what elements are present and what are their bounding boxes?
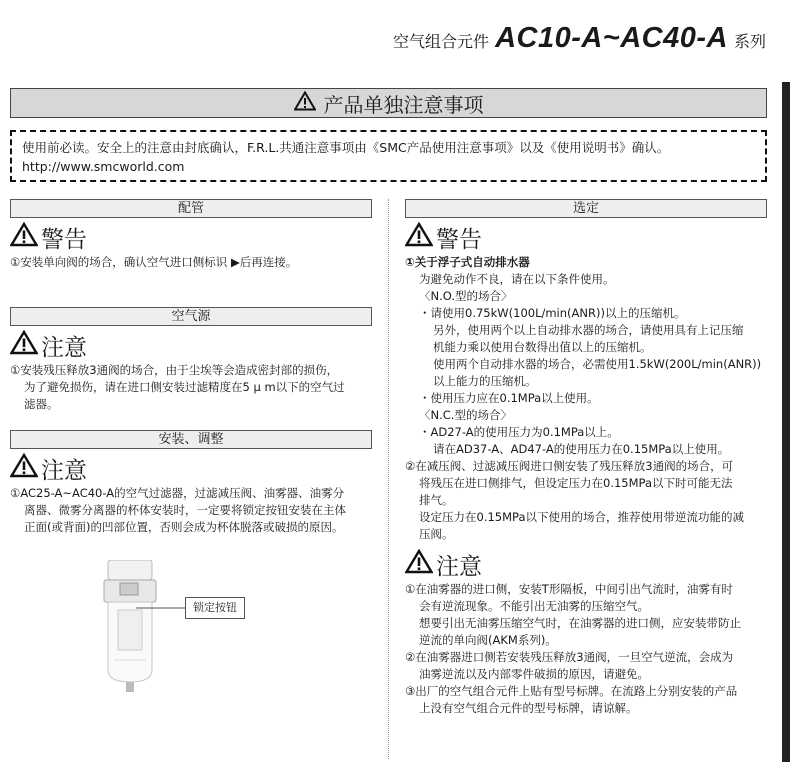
left-column — [10, 199, 372, 536]
text-line: 使用两个自动排水器的场合，必需使用1.5kW(200L/min(ANR)) — [433, 357, 762, 371]
page-title-bar — [10, 88, 767, 118]
section-header-piping: 配管 — [10, 199, 372, 218]
text-line: ・请使用0.75kW(100L/min(ANR))以上的压缩机。 — [419, 306, 686, 320]
level-label: 注意 — [436, 553, 482, 580]
right-column — [405, 199, 767, 717]
level-label: 警告 — [436, 226, 482, 253]
text-line: 将残压在进口侧排气，但设定压力在0.15MPa以下时可能无法 — [419, 476, 733, 490]
text-line: 上没有空气组合元件的型号标牌，请谅解。 — [419, 701, 638, 715]
text-line: 排气。 — [419, 493, 454, 507]
lock-button-callout: 锁定按钮 — [185, 597, 245, 619]
air-source-items: ① 安装残压释放3通阀的场合，由于尘埃等会造成密封部的损伤， 为了避免损伤，请在进口侧安装过滤精度在5 μ m以下的空气过 滤器。 — [10, 362, 372, 413]
notice-box — [10, 130, 767, 182]
warning-triangle-icon — [10, 453, 38, 484]
warning-triangle-icon — [294, 91, 316, 116]
text-line: 请在AD37-A、AD47-A的使用压力在0.15MPa以上使用。 — [433, 442, 730, 456]
text-line: 为避免动作不良，请在以下条件使用。 — [419, 272, 615, 286]
level-label: 注意 — [41, 334, 87, 361]
piping-items — [10, 254, 372, 271]
caution-items — [405, 581, 767, 717]
warning-heading — [405, 222, 767, 252]
text-line: ①关于浮子式自动排水器 — [405, 255, 530, 269]
text-line: 〈N.O.型的场合〉 — [419, 289, 513, 303]
text-line: ③出厂的空气组合元件上贴有型号标牌。在流路上分别安装的产品 — [405, 684, 738, 698]
warning-triangle-icon — [405, 549, 433, 580]
page-edge-tab — [782, 82, 790, 762]
header-suffix: 系列 — [733, 32, 766, 51]
selection-items — [405, 254, 767, 543]
text-line: ②在减压阀、过滤减压阀进口侧安装了残压释放3通阀的场合，可 — [405, 459, 734, 473]
page-header — [393, 22, 766, 55]
caution-heading — [10, 453, 372, 483]
column-divider — [388, 199, 389, 759]
text-line: 压阀。 — [419, 527, 454, 541]
text-line: ②在油雾器进口侧若安装残压释放3通阀，一旦空气逆流，会成为 — [405, 650, 734, 664]
list-item: ① AC25-A~AC40-A的空气过滤器，过滤减压阀、油雾器、油雾分 — [10, 486, 345, 500]
text-line: 会有逆流现象。不能引出无油雾的压缩空气。 — [419, 599, 649, 613]
list-item: ① 安装单向阀的场合，确认空气进口侧标识 ▶后再连接。 — [10, 255, 298, 269]
list-item: ① 安装残压释放3通阀的场合，由于尘埃等会造成密封部的损伤， — [10, 363, 339, 377]
level-label: 警告 — [41, 226, 87, 253]
warning-heading — [10, 222, 372, 252]
section-header-selection: 选定 — [405, 199, 767, 218]
warning-triangle-icon — [10, 222, 38, 253]
text-line: 〈N.C.型的场合〉 — [419, 408, 512, 422]
notice-text: 使用前必读。安全上的注意由封底确认，F.R.L.共通注意事项由《SMC产品使用注意事项》以及《使用说明书》确认。 — [22, 140, 670, 155]
text-line: 以上能力的压缩机。 — [433, 374, 537, 388]
header-model: AC10-A~AC40-A — [495, 22, 728, 54]
text-line: 机能力乘以使用台数得出值以上的压缩机。 — [433, 340, 652, 354]
warning-triangle-icon — [405, 222, 433, 253]
text-line: 另外，使用两个以上自动排水器的场合，请使用具有上记压缩 — [433, 323, 744, 337]
caution-heading — [405, 549, 767, 579]
install-items: ① AC25-A~AC40-A的空气过滤器，过滤减压阀、油雾器、油雾分 离器、微雾分离器的杯体安装时，一定要将锁定按钮安装在主体 正面(或背面)的凹部位置，否则会成为杯体脱落或破损的原因。 — [10, 485, 372, 536]
section-header-air-source: 空气源 — [10, 307, 372, 326]
text-line: 想要引出无油雾压缩空气时，在油雾器的进口侧，应安装带防止 — [419, 616, 741, 630]
caution-heading — [10, 330, 372, 360]
level-label: 注意 — [41, 457, 87, 484]
section-header-install: 安装、调整 — [10, 430, 372, 449]
filter-bowl-illustration — [100, 560, 260, 700]
text-line: 油雾逆流以及内部零件破损的原因，请避免。 — [419, 667, 649, 681]
text-line: ・使用压力应在0.1MPa以上使用。 — [419, 391, 599, 405]
notice-url[interactable]: http://www.smcworld.com — [22, 159, 185, 174]
text-line: ・AD27-A的使用压力为0.1MPa以上。 — [419, 425, 619, 439]
warning-triangle-icon — [10, 330, 38, 361]
text-line: 逆流的单向阀(AKM系列)。 — [419, 633, 557, 647]
header-prefix: 空气组合元件 — [393, 32, 490, 51]
text-line: ①在油雾器的进口侧，安装T形隔板，中间引出气流时，油雾有时 — [405, 582, 733, 596]
text-line: 设定压力在0.15MPa以下使用的场合，推荐使用带逆流功能的减 — [419, 510, 744, 524]
page-title: 产品单独注意事项 — [323, 92, 484, 117]
